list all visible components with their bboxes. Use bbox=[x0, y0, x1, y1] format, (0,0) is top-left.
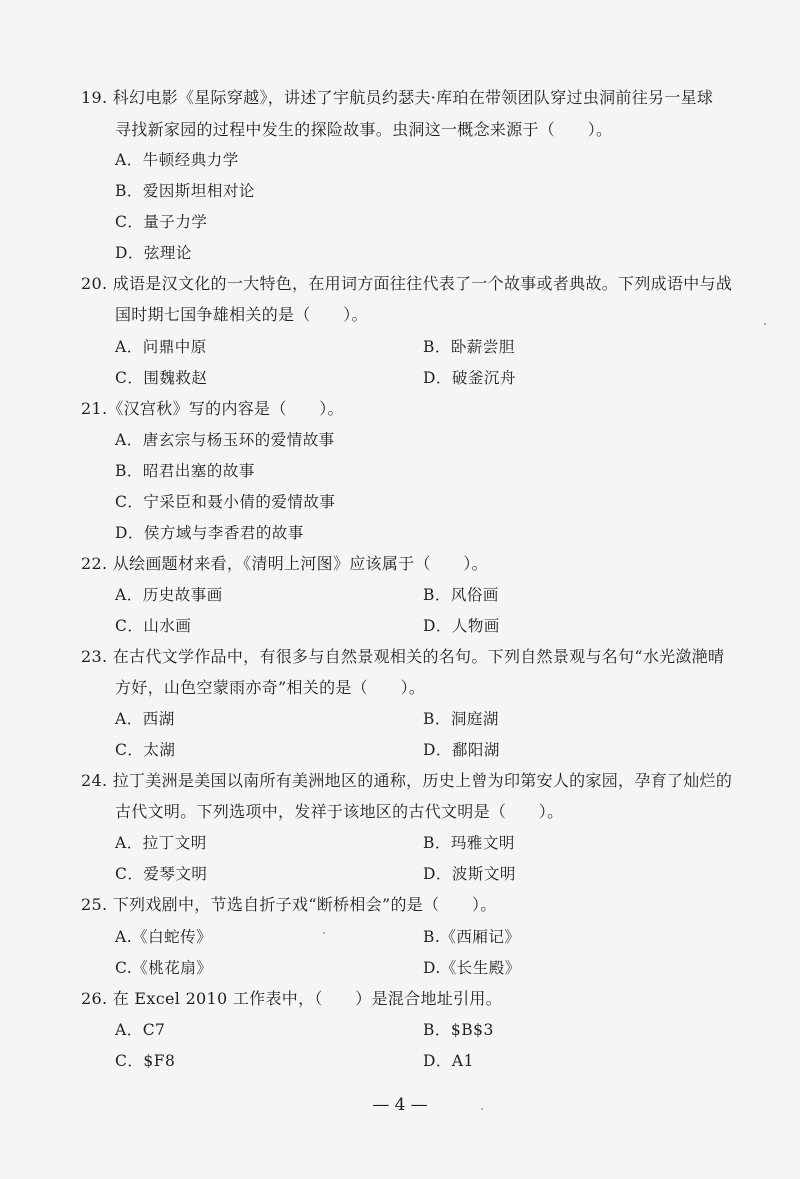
question-23-line-2: 方好，山色空蒙雨亦奇”相关的是（ ）。 bbox=[115, 678, 426, 697]
q24-option-d: D．波斯文明 bbox=[423, 865, 516, 883]
page-number: — 4 — bbox=[372, 1095, 428, 1115]
q23-option-a: A．西湖 bbox=[115, 710, 175, 728]
q26-option-d: D．A1 bbox=[423, 1052, 474, 1070]
question-19-line-2: 寻找新家园的过程中发生的探险故事。虫洞这一概念来源于（ ）。 bbox=[115, 120, 613, 139]
q22-option-a: A．历史故事画 bbox=[115, 586, 223, 604]
scan-speck bbox=[323, 932, 325, 934]
question-text: 成语是汉文化的一大特色，在用词方面往往代表了一个故事或者典故。下列成语中与战 bbox=[112, 274, 733, 293]
q19-option-c: C．量子力学 bbox=[115, 213, 208, 231]
scan-speck bbox=[764, 323, 766, 325]
question-number: 23. bbox=[81, 647, 108, 666]
q23-option-c: C．太湖 bbox=[115, 741, 176, 759]
question-number: 25. bbox=[81, 895, 108, 914]
q25-option-b: B.《西厢记》 bbox=[423, 928, 521, 946]
question-text: 从绘画题材来看，《清明上河图》应该属于（ ）。 bbox=[112, 554, 488, 573]
q25-option-c: C.《桃花扇》 bbox=[115, 959, 213, 977]
question-20-line-1 bbox=[81, 274, 761, 294]
question-text: 拉丁美洲是美国以南所有美洲地区的通称，历史上曾为印第安人的家园，孕育了灿烂的 bbox=[112, 771, 733, 790]
q25-option-a: A.《白蛇传》 bbox=[115, 928, 213, 946]
q23-option-b: B．洞庭湖 bbox=[423, 710, 499, 728]
q23-option-d: D．鄱阳湖 bbox=[423, 741, 500, 759]
q22-option-b: B．风俗画 bbox=[423, 586, 499, 604]
question-text: 科幻电影《星际穿越》，讲述了宇航员约瑟夫·库珀在带领团队穿过虫洞前往另一星球 bbox=[112, 88, 714, 107]
q20-option-c: C．围魏救赵 bbox=[115, 369, 208, 387]
q21-option-c: C．宁采臣和聂小倩的爱情故事 bbox=[115, 493, 336, 511]
q22-option-d: D．人物画 bbox=[423, 617, 500, 635]
q19-option-d: D．弦理论 bbox=[115, 244, 192, 262]
q20-option-a: A．问鼎中原 bbox=[115, 338, 207, 356]
question-text: 《汉宫秋》写的内容是（ ）。 bbox=[107, 399, 344, 418]
q25-option-d: D.《长生殿》 bbox=[423, 959, 521, 977]
q22-option-c: C．山水画 bbox=[115, 617, 192, 635]
question-19-line-1 bbox=[81, 88, 761, 108]
question-23-line-1 bbox=[81, 647, 761, 667]
question-24-line-1 bbox=[81, 771, 761, 791]
question-text: 在古代文学作品中，有很多与自然景观相关的名句。下列自然景观与名句“水光潋滟晴 bbox=[112, 647, 725, 666]
question-20-line-2: 国时期七国争雄相关的是（ ）。 bbox=[115, 305, 368, 324]
q24-option-c: C．爱琴文明 bbox=[115, 865, 208, 883]
question-text: 在 Excel 2010 工作表中，（ ）是混合地址引用。 bbox=[112, 989, 502, 1008]
q21-option-d: D．侯方域与李香君的故事 bbox=[115, 524, 304, 542]
q20-option-d: D．破釜沉舟 bbox=[423, 369, 516, 387]
q20-option-b: B．卧薪尝胆 bbox=[423, 338, 515, 356]
question-number: 22. bbox=[81, 554, 108, 573]
q19-option-a: A．牛顿经典力学 bbox=[115, 151, 239, 169]
q26-option-b: B．$B$3 bbox=[423, 1021, 494, 1039]
question-24-line-2: 古代文明。下列选项中，发祥于该地区的古代文明是（ ）。 bbox=[115, 802, 564, 821]
q24-option-a: A．拉丁文明 bbox=[115, 834, 207, 852]
question-22-line-1 bbox=[81, 554, 761, 574]
question-21-line-1 bbox=[81, 399, 761, 419]
scan-speck bbox=[481, 1108, 483, 1110]
question-number: 19. bbox=[81, 88, 108, 107]
question-text: 下列戏剧中，节选自折子戏“断桥相会”的是（ ）。 bbox=[112, 895, 497, 914]
q24-option-b: B．玛雅文明 bbox=[423, 834, 515, 852]
question-25-line-1 bbox=[81, 895, 761, 915]
q19-option-b: B．爱因斯坦相对论 bbox=[115, 182, 255, 200]
question-number: 24. bbox=[81, 771, 108, 790]
q21-option-a: A．唐玄宗与杨玉环的爱情故事 bbox=[115, 431, 335, 449]
question-number: 21. bbox=[81, 399, 108, 418]
question-26-line-1 bbox=[81, 989, 761, 1009]
question-number: 26. bbox=[81, 989, 108, 1008]
q21-option-b: B．昭君出塞的故事 bbox=[115, 462, 255, 480]
q26-option-a: A．C7 bbox=[115, 1021, 166, 1039]
q26-option-c: C．$F8 bbox=[115, 1052, 176, 1070]
question-number: 20. bbox=[81, 274, 108, 293]
